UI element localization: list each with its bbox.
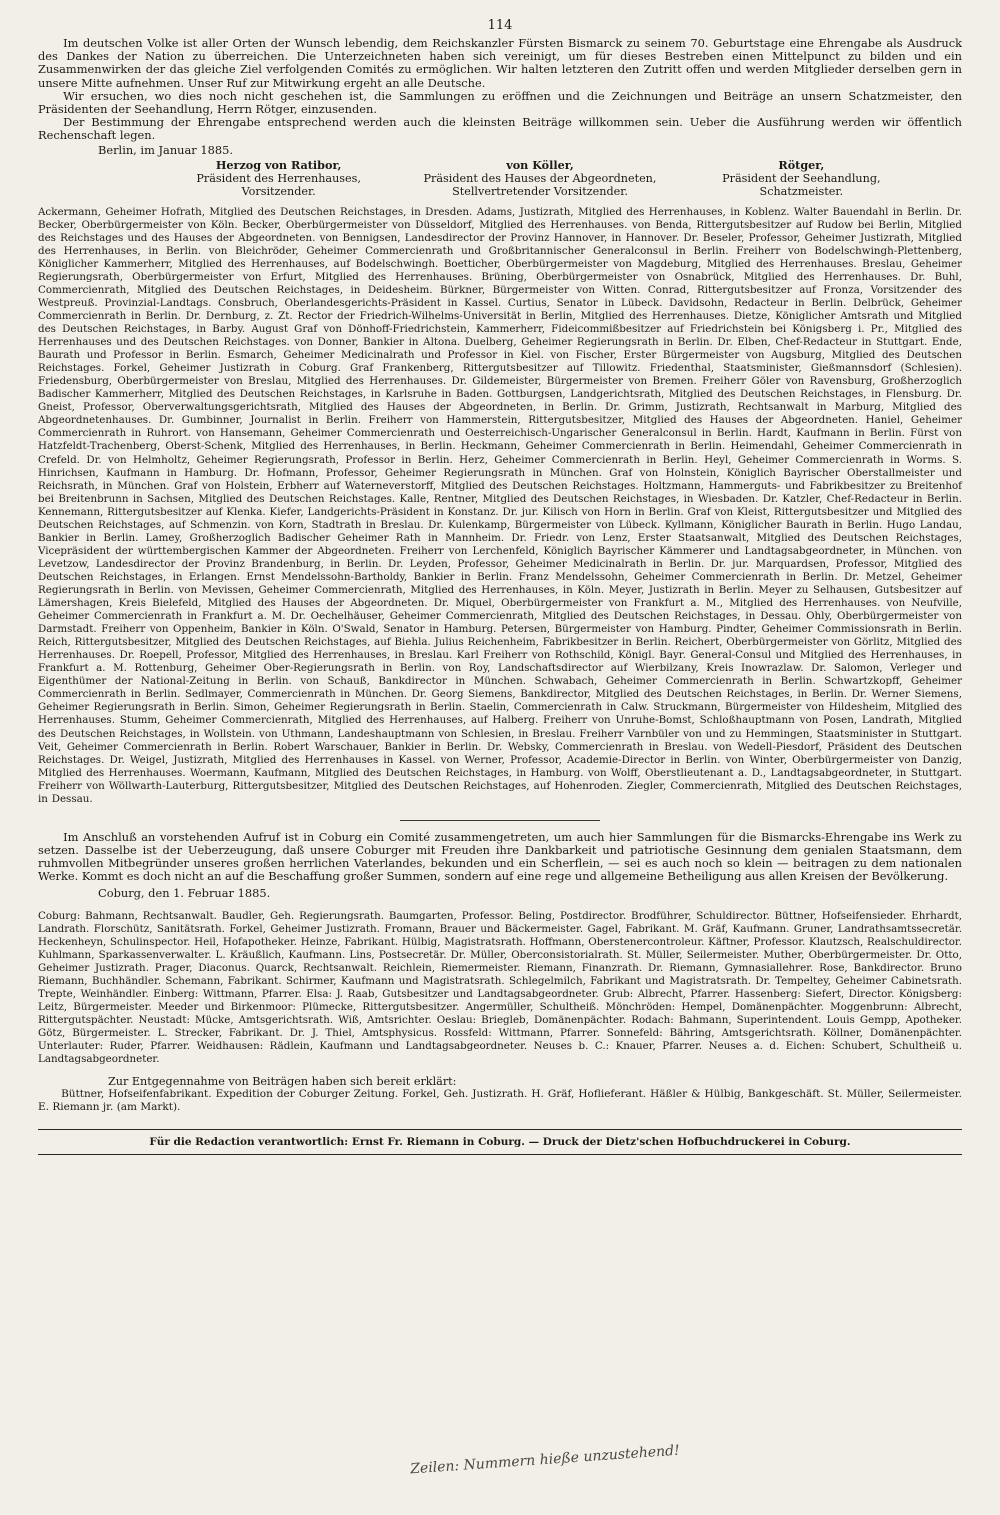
coburg-paragraph: Im Anschluß an vorstehenden Aufruf ist in Coburg ein Comité zusammengetreten, um auch hier Sammlungen für die Bismarcks-Ehrengabe ins Werk zu setzen. Dasselbe ist der Ueberzeugung, daß unsere Coburger mit Freuden ihre Dankbarkeit und patriotische Gesinnung dem genialen Staatsmann, dem ruhmvollen Mitbegründer unseres großen herrlichen Vaterlandes, bekunden und ein Scherflein, — sei es auch noch so klein — beitragen zu dem nationalen Werke. Kommt es doch nicht an auf die Beschaffung großer Summen, sondern auf eine rege und allgemeine Betheiligung aus allen Kreisen der Bevölkerung. [38, 829, 962, 884]
coburg-committee-list: Coburg: Bahmann, Rechtsanwalt. Baudler, Geh. Regierungsrath. Baumgarten, Professor. Beling, Postdirector. Brodführer, Schuldirector. Büttner, Hofseifensieder. Ehrhardt, Landrath. Florschütz, Sanitätsrath. Forkel, Geheimer Justizrath. Fromann, Brauer und Bäckermeister. Gagel, Fabrikant. M. Gräf, Kaufmann. Gruner, Landrathsamtssecretär. Heckenheyn, Schulinspector. Heil, Hofapotheker. Heinze, Fabrikant. Hülbig, Magistratsrath. Hoffmann, Oberstenercontroleur. Käftner, Professor. Klautzsch, Realschuldirector. Kuhlmann, Sparkassenverwalter. L. Kräußlich, Kaufmann. Lins, Postsecretär. Dr. Müller, Oberconsistorialrath. St. Müller, Seilermeister. Muther, Oberbürgermeister. Dr. Otto, Geheimer Justizrath. Prager, Diaconus. Quarck, Rechtsanwalt. Reichlein, Riemermeister. Riemann, Finanzrath. Dr. Riemann, Gymnasiallehrer. Rose, Bankdirector. Bruno Riemann, Buchhändler. Schemann, Fabrikant. Schirmer, Kaufmann und Magistratsrath. Schlegelmilch, Fabrikant und Magistratsrath. Dr. Tempeltey, Geheimer Cabinetsrath. Trepte, Weinhändler. Einberg: Wittmann, Pfarrer. Elsa: J. Raab, Gutsbesitzer und Landtagsabgeordneter. Grub: Albrecht, Pfarrer. Hassenberg: Siefert, Director. Königsberg: Leitz, Bürgermeister. Meeder und Birkenmoor: Plümecke, Rittergutsbesitzer. Angermüller, Schultheiß. Mönchröden: Hempel, Domänenpächter. Moggenbrunn: Albrecht, Rittergutspächter. Neustadt: Mücke, Amtsgerichtsrath. Wiß, Amtsrichter. Oeslau: Briegleb, Domänenpächter. Rodach: Bahmann, Superintendent. Louis Gempp, Apotheker. Götz, Bürgermeister. L. Strecker, Fabrikant. Dr. J. Thiel, Amtsphysicus. Rossfeld: Wittmann, Pfarrer. Sonnefeld: Bähring, Amtsgerichtsrath. Köllner, Domänenpächter. Unterlauter: Ruder, Pfarrer. Weidhausen: Rädlein, Kaufmann und Landtagsabgeordneter. Neuses b. C.: Knauer, Pfarrer. Neuses a. d. Eichen: Schubert, Schultheiß u. Landtagsabgeordneter. [38, 909, 962, 1066]
signatories [158, 159, 922, 198]
signatory-role: Vorsitzender. [241, 184, 316, 198]
signatory-name: Rötger, [778, 157, 825, 172]
footer-rule-top [38, 1129, 962, 1130]
signatory-title: Präsident des Hauses der Abgeordneten, [423, 171, 657, 185]
signatory-title: Präsident der Seehandlung, [722, 171, 881, 185]
signatory-name: Herzog von Ratibor, [215, 157, 342, 172]
signatory-role: Stellvertretender Vorsitzender. [452, 184, 628, 198]
appeal-dateline: Berlin, im Januar 1885. [98, 142, 233, 157]
contributions-list: Büttner, Hofseifenfabrikant. Expedition der Coburger Zeitung. Forkel, Geh. Justizrath. H. Gräf, Hoflieferant. Häßler & Hülbig, Bankgeschäft. St. Müller, Seilermeister. E. Riemann jr. (am Markt). [38, 1088, 962, 1114]
handwritten-note: Zeilen: Nummern hieße unzustehend! [409, 1442, 681, 1478]
footer-rule-bottom [38, 1154, 962, 1155]
committee-members-list: Ackermann, Geheimer Hofrath, Mitglied des Deutschen Reichstages, in Dresden. Adams, Justizrath, Mitglied des Herrenhauses, in Koblenz. Walter Bauendahl in Berlin. Dr. Becker, Oberbürgermeister von Köln. Becker, Oberbürgermeister von Düsseldorf, Mitglied des Herrenhauses. von Benda, Rittergutsbesitzer auf Rudow bei Berlin, Mitglied des Reichstages und des Hauses der Abgeordneten. von Bennigsen, Landesdirector der Provinz Hannover, in Hannover. Dr. Beseler, Professor, Geheimer Justizrath, Mitglied des Herrenhauses, in Berlin. von Bleichröder, Geheimer Commercienrath und Großbritannischer Generalconsul in Berlin. Freiherr von Bodelschwingh-Plettenberg, Königlicher Kammerherr, Mitglied des Herrenhauses, auf Bodelschwingh. Boetticher, Oberbürgermeister von Magdeburg, Mitglied des Herrenhauses. Breslau, Geheimer Regierungsrath, Oberbürgermeister von Erfurt, Mitglied des Herrenhauses. Brüning, Oberbürgermeister von Osnabrück, Mitglied des Herrenhauses. Dr. Buhl, Commercienrath, Mitglied des Deutschen Reichstages, in Deidesheim. Bürkner, Bürgermeister von Witten. Conrad, Rittergutsbesitzer auf Fronza, Vorsitzender des Westpreuß. Provinzial-Landtags. Consbruch, Oberlandesgerichts-Präsident in Kassel. Curtius, Senator in Lübeck. Davidsohn, Redacteur in Berlin. Delbrück, Geheimer Commercienrath in Berlin. Dr. Dernburg, z. Zt. Rector der Friedrich-Wilhelms-Universität in Berlin, Mitglied des Herrenhauses. Dietze, Königlicher Amtsrath und Mitglied des Deutschen Reichstages, in Barby. August Graf von Dönhoff-Friedrichstein, Kammerherr, Fideicommißbesitzer auf Friedrichstein bei Königsberg i. Pr., Mitglied des Herrenhauses und des Deutschen Reichstages. von Donner, Bankier in Altona. Duelberg, Geheimer Regierungsrath in Berlin. Dr. Elben, Chef-Redacteur in Stuttgart. Ende, Baurath und Professor in Berlin. Esmarch, Geheimer Medicinalrath und Professor in Kiel. von Fischer, Erster Bürgermeister von Augsburg, Mitglied des Deutschen Reichstages. Forkel, Geheimer Justizrath in Coburg. Graf Frankenberg, Rittergutsbesitzer auf Tillowitz. Friedenthal, Staatsminister, Gießmannsdorf (Schlesien). Friedensburg, Oberbürgermeister von Breslau, Mitglied des Herrenhauses. Dr. Gildemeister, Bürgermeister von Bremen. Freiherr Göler von Ravensburg, Großherzoglich Badischer Kammerherr, Mitglied des Deutschen Reichstages, in Karlsruhe in Baden. Gottburgsen, Landgerichtsrath, Mitglied des Deutschen Reichstages, in Flensburg. Dr. Gneist, Professor, Oberverwaltungsgerichtsrath, Mitglied des Hauses der Abgeordneten, in Berlin. Dr. Grimm, Justizrath, Rechtsanwalt in Marburg, Mitglied des Abgeordnetenhauses. Dr. Gumbinner, Journalist in Berlin. Freiherr von Hammerstein, Rittergutsbesitzer, Mitglied des Hauses der Abgeordneten. Haniel, Geheimer Commercienrath in Ruhrort. von Hansemann, Geheimer Commercienrath und Oesterreichisch-Ungarischer Generalconsul in Berlin. Hardt, Kaufmann in Berlin. Fürst von Hatzfeldt-Trachenberg, Oberst-Schenk, Mitglied des Herrenhauses, in Berlin. Heckmann, Geheimer Commercienrath in Berlin. Heimendahl, Geheimer Commercienrath in Crefeld. Dr. von Helmholtz, Geheimer Regierungsrath, Professor in Berlin. Herz, Geheimer Commercienrath in Berlin. Heyl, Geheimer Commercienrath in Worms. S. Hinrichsen, Kaufmann in Hamburg. Dr. Hofmann, Professor, Geheimer Regierungsrath in München. Graf von Holnstein, Königlich Bayrischer Oberstallmeister und Reichsrath, in München. Graf von Holstein, Erbherr auf Waterneverstorff, Mitglied des Deutschen Reichstages. Holtzmann, Hammerguts- und Fabrikbesitzer zu Breitenhof bei Breitenbrunn in Sachsen, Mitglied des Deutschen Reichstages. Kalle, Rentner, Mitglied des Deutschen Reichstages, in Wiesbaden. Dr. Katzler, Chef-Redacteur in Berlin. Kennemann, Rittergutsbesitzer auf Klenka. Kiefer, Landgerichts-Präsident in Konstanz. Dr. jur. Kilisch von Horn in Berlin. Graf von Kleist, Rittergutsbesitzer und Mitglied des Deutschen Reichstages, auf Schmenzin. von Korn, Stadtrath in Breslau. Dr. Kulenkamp, Bürgermeister von Lübeck. Kyllmann, Königlicher Baurath in Berlin. Hugo Landau, Bankier in Berlin. Lamey, Großherzoglich Badischer Geheimer Rath in Mannheim. Dr. Friedr. von Lenz, Erster Staatsanwalt, Mitglied des Deutschen Reichstages, Vicepräsident der württembergischen Kammer der Abgeordneten. Freiherr von Lerchenfeld, Königlich Bayrischer Kämmerer und Landtagsabgeordneter, in München. von Levetzow, Landesdirector der Provinz Brandenburg, in Berlin. Dr. Leyden, Professor, Geheimer Medicinalrath in Berlin. Dr. jur. Marquardsen, Professor, Mitglied des Deutschen Reichstages, in Erlangen. Ernst Mendelssohn-Bartholdy, Bankier in Berlin. Franz Mendelssohn, Geheimer Commercienrath in Berlin. Dr. Metzel, Geheimer Regierungsrath in Berlin. von Mevissen, Geheimer Commercienrath, Mitglied des Herrenhauses, in Köln. Meyer, Justizrath in Berlin. Meyer zu Selhausen, Gutsbesitzer auf Lämershagen, Kreis Bielefeld, Mitglied des Hauses der Abgeordneten. Dr. Miquel, Oberbürgermeister von Frankfurt a. M., Mitglied des Herrenhauses. von Neufville, Geheimer Commercienrath in Frankfurt a. M. Dr. Oechelhäuser, Geheimer Commercienrath, Mitglied des Deutschen Reichstages, in Dessau. Ohly, Oberbürgermeister von Darmstadt. Freiherr von Oppenheim, Bankier in Köln. O'Swald, Senator in Hamburg. Petersen, Bürgermeister von Hamburg. Pindter, Geheimer Commissionsrath in Berlin. Reich, Rittergutsbesitzer, Mitglied des Deutschen Reichstages, auf Biehla. Julius Reichenheim, Fabrikbesitzer in Berlin. Reichert, Oberbürgermeister von Görlitz, Mitglied des Herrenhauses. Dr. Roepell, Professor, Mitglied des Herrenhauses, in Breslau. Karl Freiherr von Rothschild, Königl. Bayr. General-Consul und Mitglied des Herrenhauses, in Frankfurt a. M. Rottenburg, Geheimer Ober-Regierungsrath in Berlin. von Roy, Landschaftsdirector auf Wierbilzany, Kreis Inowrazlaw. Dr. Salomon, Verleger und Eigenthümer der National-Zeitung in Berlin. von Schauß, Bankdirector in München. Schwabach, Geheimer Commercienrath in Berlin. Schwartzkopff, Geheimer Commercienrath in Berlin. Sedlmayer, Commercienrath in München. Dr. Georg Siemens, Bankdirector, Mitglied des Deutschen Reichstages, in Berlin. Dr. Werner Siemens, Geheimer Regierungsrath in Berlin. Simon, Geheimer Regierungsrath in Berlin. Staelin, Commercienrath in Calw. Struckmann, Bürgermeister von Hildesheim, Mitglied des Herrenhauses. Stumm, Geheimer Commercienrath, Mitglied des Herrenhauses, auf Halberg. Freiherr von Unruhe-Bomst, Schloßhauptmann von Posen, Landrath, Mitglied des Deutschen Reichstages, in Wollstein. von Uthmann, Landeshauptmann von Schlesien, in Breslau. Freiherr Varnbüler von und zu Hemmingen, Staatsminister in Stuttgart. Veit, Geheimer Commercienrath in Berlin. Robert Warschauer, Bankier in Berlin. Dr. Websky, Commercienrath in Breslau. von Wedell-Piesdorf, Präsident des Deutschen Reichstages. Dr. Weigel, Justizrath, Mitglied des Herrenhauses in Kassel. von Werner, Professor, Academie-Director in Berlin. von Winter, Oberbürgermeister von Danzig, Mitglied des Herrenhauses. Woermann, Kaufmann, Mitglied des Deutschen Reichstages, in Hamburg. von Wolff, Oberstlieutenant a. D., Landtagsabgeordneter, in Stuttgart. Freiherr von Wöllwarth-Lauterburg, Rittergutsbesitzer, Mitglied des Deutschen Reichstages, auf Hohenroden. Ziegler, Commercienrath, Mitglied des Deutschen Reichstages, in Dessau. [38, 205, 962, 805]
coburg-dateline: Coburg, den 1. Februar 1885. [98, 885, 271, 900]
signatory-title: Präsident des Herrenhauses, [196, 171, 361, 185]
appeal-paragraph-3: Der Bestimmung der Ehrengabe entsprechend werden auch die kleinsten Beiträge willkommen sein. Ueber die Ausführung werden wir öffentlich Rechenschaft legen. [38, 115, 962, 143]
coburg-section [38, 831, 962, 1066]
appeal-section [38, 37, 962, 143]
appeal-paragraph-1: Im deutschen Volke ist aller Orten der Wunsch lebendig, dem Reichskanzler Fürsten Bismarck zu seinem 70. Geburtstage eine Ehrengabe als Ausdruck des Dankes der Nation zu überreichen. Die Unterzeichneten haben sich vereinigt, um für dieses Bestreben einen Mittelpunct zu bilden und ein Zusammenwirken der das gleiche Ziel verfolgenden Comités zu ermöglichen. Wir halten letzteren den Zutritt offen und werden Mitglieder derselben gern in unsere Mitte aufnehmen. Unser Ruf zur Mitwirkung ergeht an alle Deutsche. [38, 36, 962, 90]
section-divider [400, 820, 600, 821]
appeal-paragraph-2: Wir ersuchen, wo dies noch nicht geschehen ist, die Sammlungen zu eröffnen und die Zeichnungen und Beiträge an unsern Schatzmeister, den Präsidenten der Seehandlung, Herrn Rötger, einzusenden. [38, 88, 962, 117]
imprint-line: Für die Redaction verantwortlich: Ernst Fr. Riemann in Coburg. — Druck der Dietz'schen Hofbuchdruckerei in Coburg. [149, 1135, 851, 1148]
signatory-2 [419, 159, 660, 198]
contributions-heading: Zur Entgegennahme von Beiträgen haben sich bereit erklärt: [108, 1075, 457, 1089]
signatory-1 [158, 159, 399, 198]
signatory-3 [681, 159, 922, 198]
signatory-role: Schatzmeister. [759, 184, 844, 198]
page-number: 114 [487, 18, 513, 33]
signatory-name: von Köller, [506, 157, 574, 172]
